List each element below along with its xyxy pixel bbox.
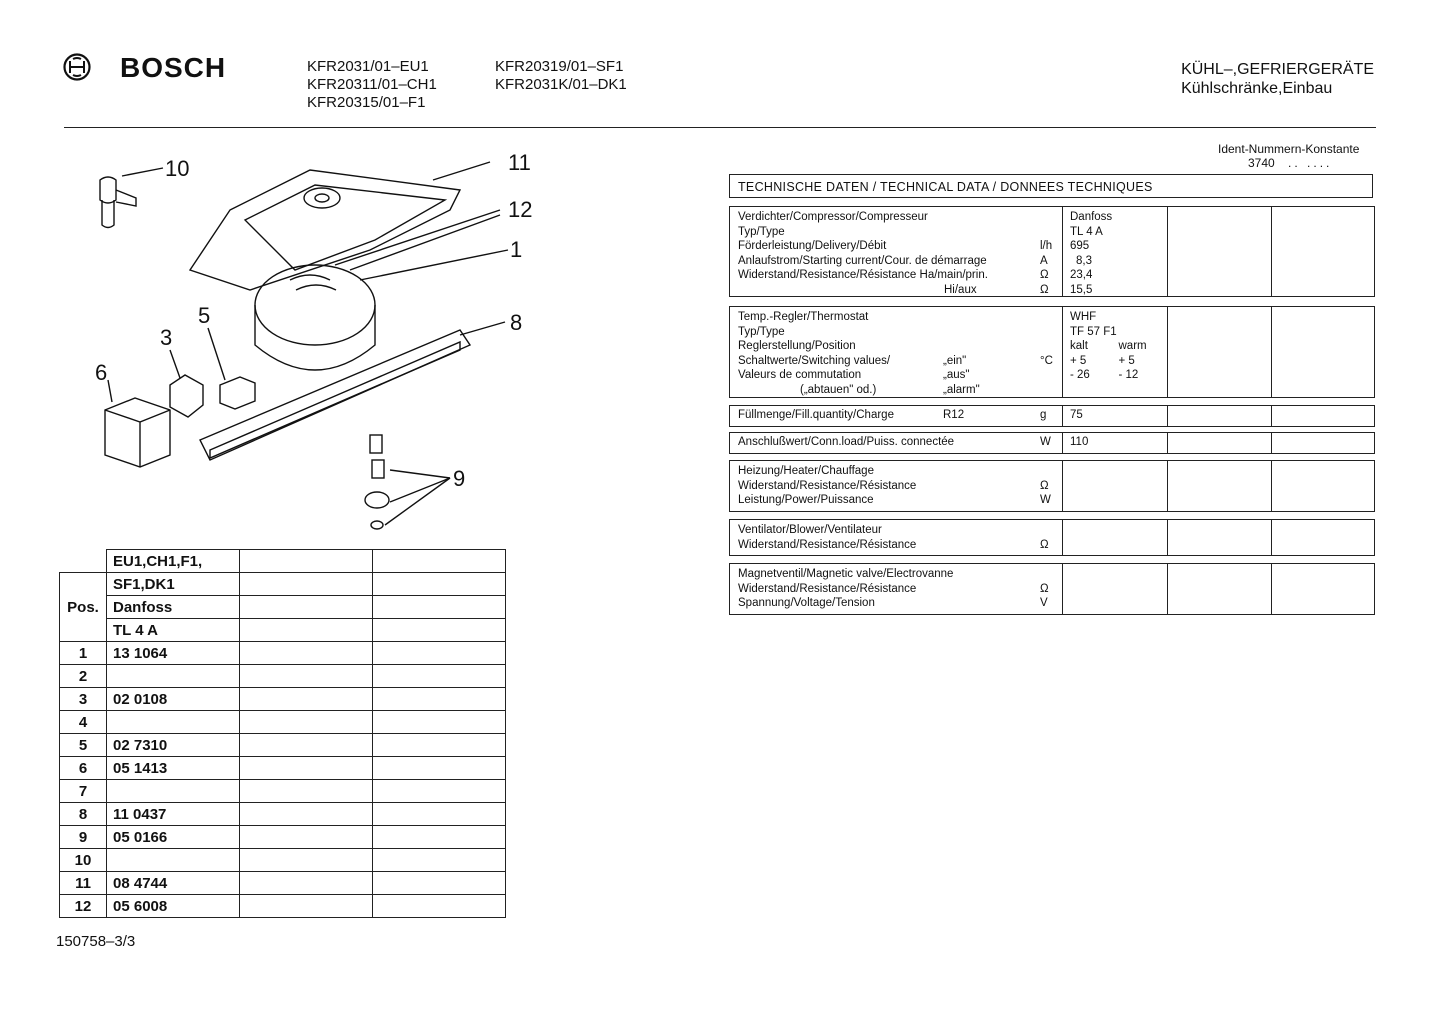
table-row: 2 <box>60 665 506 688</box>
ident-constant <box>1218 142 1359 170</box>
callout-1: 1 <box>510 237 523 262</box>
blower-section: Ventilator/Blower/Ventilateur Widerstand/Resistance/Résistance Ω <box>729 519 1375 556</box>
charge-section: Füllmenge/Fill.quantity/Charge R12 g 75 <box>729 405 1375 427</box>
thermostat-values: WHF TF 57 F1 kalt warm + 5 + 5 - 26 - 12 <box>1062 307 1167 397</box>
category-main: KÜHL–,GEFRIERGERÄTE <box>1181 61 1374 78</box>
table-row: 6 05 1413 <box>60 757 506 780</box>
connection-load-section: Anschlußwert/Conn.load/Puiss. connectée W 110 <box>729 432 1375 454</box>
category <box>1181 60 1374 98</box>
relay-part-5 <box>208 328 255 409</box>
capacitor-part-10 <box>100 168 163 228</box>
tech-data-title: TECHNISCHE DATEN / TECHNICAL DATA / DONNEES TECHNIQUES <box>729 174 1373 198</box>
callout-5: 5 <box>198 303 211 328</box>
compressor-section: Verdichter/Compressor/Compresseur Typ/Type Förderleistung/Delivery/Débit l/h Anlaufstrom/Starting current/Cour. de démarrage A Widerstand/Resistance/Résistance Ha/main/prin. Ω Hi/aux Ω Danfoss TL 4 A 695 8,3 23,4 15,5 <box>729 206 1375 297</box>
type-header: TL 4 A <box>107 619 240 642</box>
ident-label: Ident-Nummern-Konstante <box>1218 142 1360 156</box>
document-number: 150758–3/3 <box>56 933 136 950</box>
mounting-rail-part-8 <box>200 322 505 460</box>
table-row: 11 08 4744 <box>60 872 506 895</box>
model-list-1 <box>307 58 437 112</box>
brand-name: BOSCH <box>120 52 227 83</box>
corner-cell <box>60 550 107 573</box>
table-row: 4 <box>60 711 506 734</box>
model-number: KFR2031K/01–DK1 <box>495 76 627 93</box>
terminal-cover-part-6 <box>105 380 170 467</box>
category-sub: Kühlschränke,Einbau <box>1181 80 1333 97</box>
header-divider <box>64 127 1376 128</box>
table-row: 10 <box>60 849 506 872</box>
model-number: KFR20315/01–F1 <box>307 94 426 111</box>
exploded-parts-diagram <box>60 140 560 540</box>
callout-9: 9 <box>453 466 466 491</box>
maker-header: Danfoss <box>107 596 240 619</box>
ident-value: 3740 .. .... <box>1248 156 1333 170</box>
heater-section: Heizung/Heater/Chauffage Widerstand/Resistance/Résistance Ω Leistung/Power/Puissance W <box>729 460 1375 512</box>
cover-part-11 <box>190 162 490 290</box>
callout-6: 6 <box>95 360 108 385</box>
table-row: 1 13 1064 <box>60 642 506 665</box>
callout-11: 11 <box>508 150 531 175</box>
table-row: 3 02 0108 <box>60 688 506 711</box>
table-row: 5 02 7310 <box>60 734 506 757</box>
pos-header: Pos. <box>60 573 107 642</box>
table-row: 9 05 0166 <box>60 826 506 849</box>
callout-12: 12 <box>508 197 533 222</box>
clip-part-3 <box>170 350 203 417</box>
model-list-2 <box>495 58 627 94</box>
compressor-values: Danfoss TL 4 A 695 8,3 23,4 15,5 <box>1062 207 1167 296</box>
fastener-part-9 <box>365 435 450 529</box>
table-row: 12 05 6008 <box>60 895 506 918</box>
model-number: KFR2031/01–EU1 <box>307 58 429 75</box>
callout-8: 8 <box>510 310 523 335</box>
model-number: KFR20319/01–SF1 <box>495 58 624 75</box>
thermostat-section: Temp.-Regler/Thermostat Typ/Type Reglerstellung/Position Schaltwerte/Switching values/ „ein" °C Valeurs de commutation „aus" („abtauen" od.) „alarm" WHF TF 57 F1 kalt warm + 5 + 5 - 26 - 12 <box>729 306 1375 398</box>
variant-header: SF1,DK1 <box>107 573 240 596</box>
callout-3: 3 <box>160 325 173 350</box>
variant-header: EU1,CH1,F1, <box>107 550 240 573</box>
model-number: KFR20311/01–CH1 <box>307 76 437 93</box>
magnetic-valve-section: Magnetventil/Magnetic valve/Electrovanne Widerstand/Resistance/Résistance Ω Spannung/Voltage/Tension V <box>729 563 1375 615</box>
table-row: 8 11 0437 <box>60 803 506 826</box>
callout-10: 10 <box>165 156 190 181</box>
parts-table <box>59 549 506 918</box>
table-row: 7 <box>60 780 506 803</box>
bosch-logo-icon <box>62 52 92 82</box>
compressor-part-1 <box>255 210 508 370</box>
